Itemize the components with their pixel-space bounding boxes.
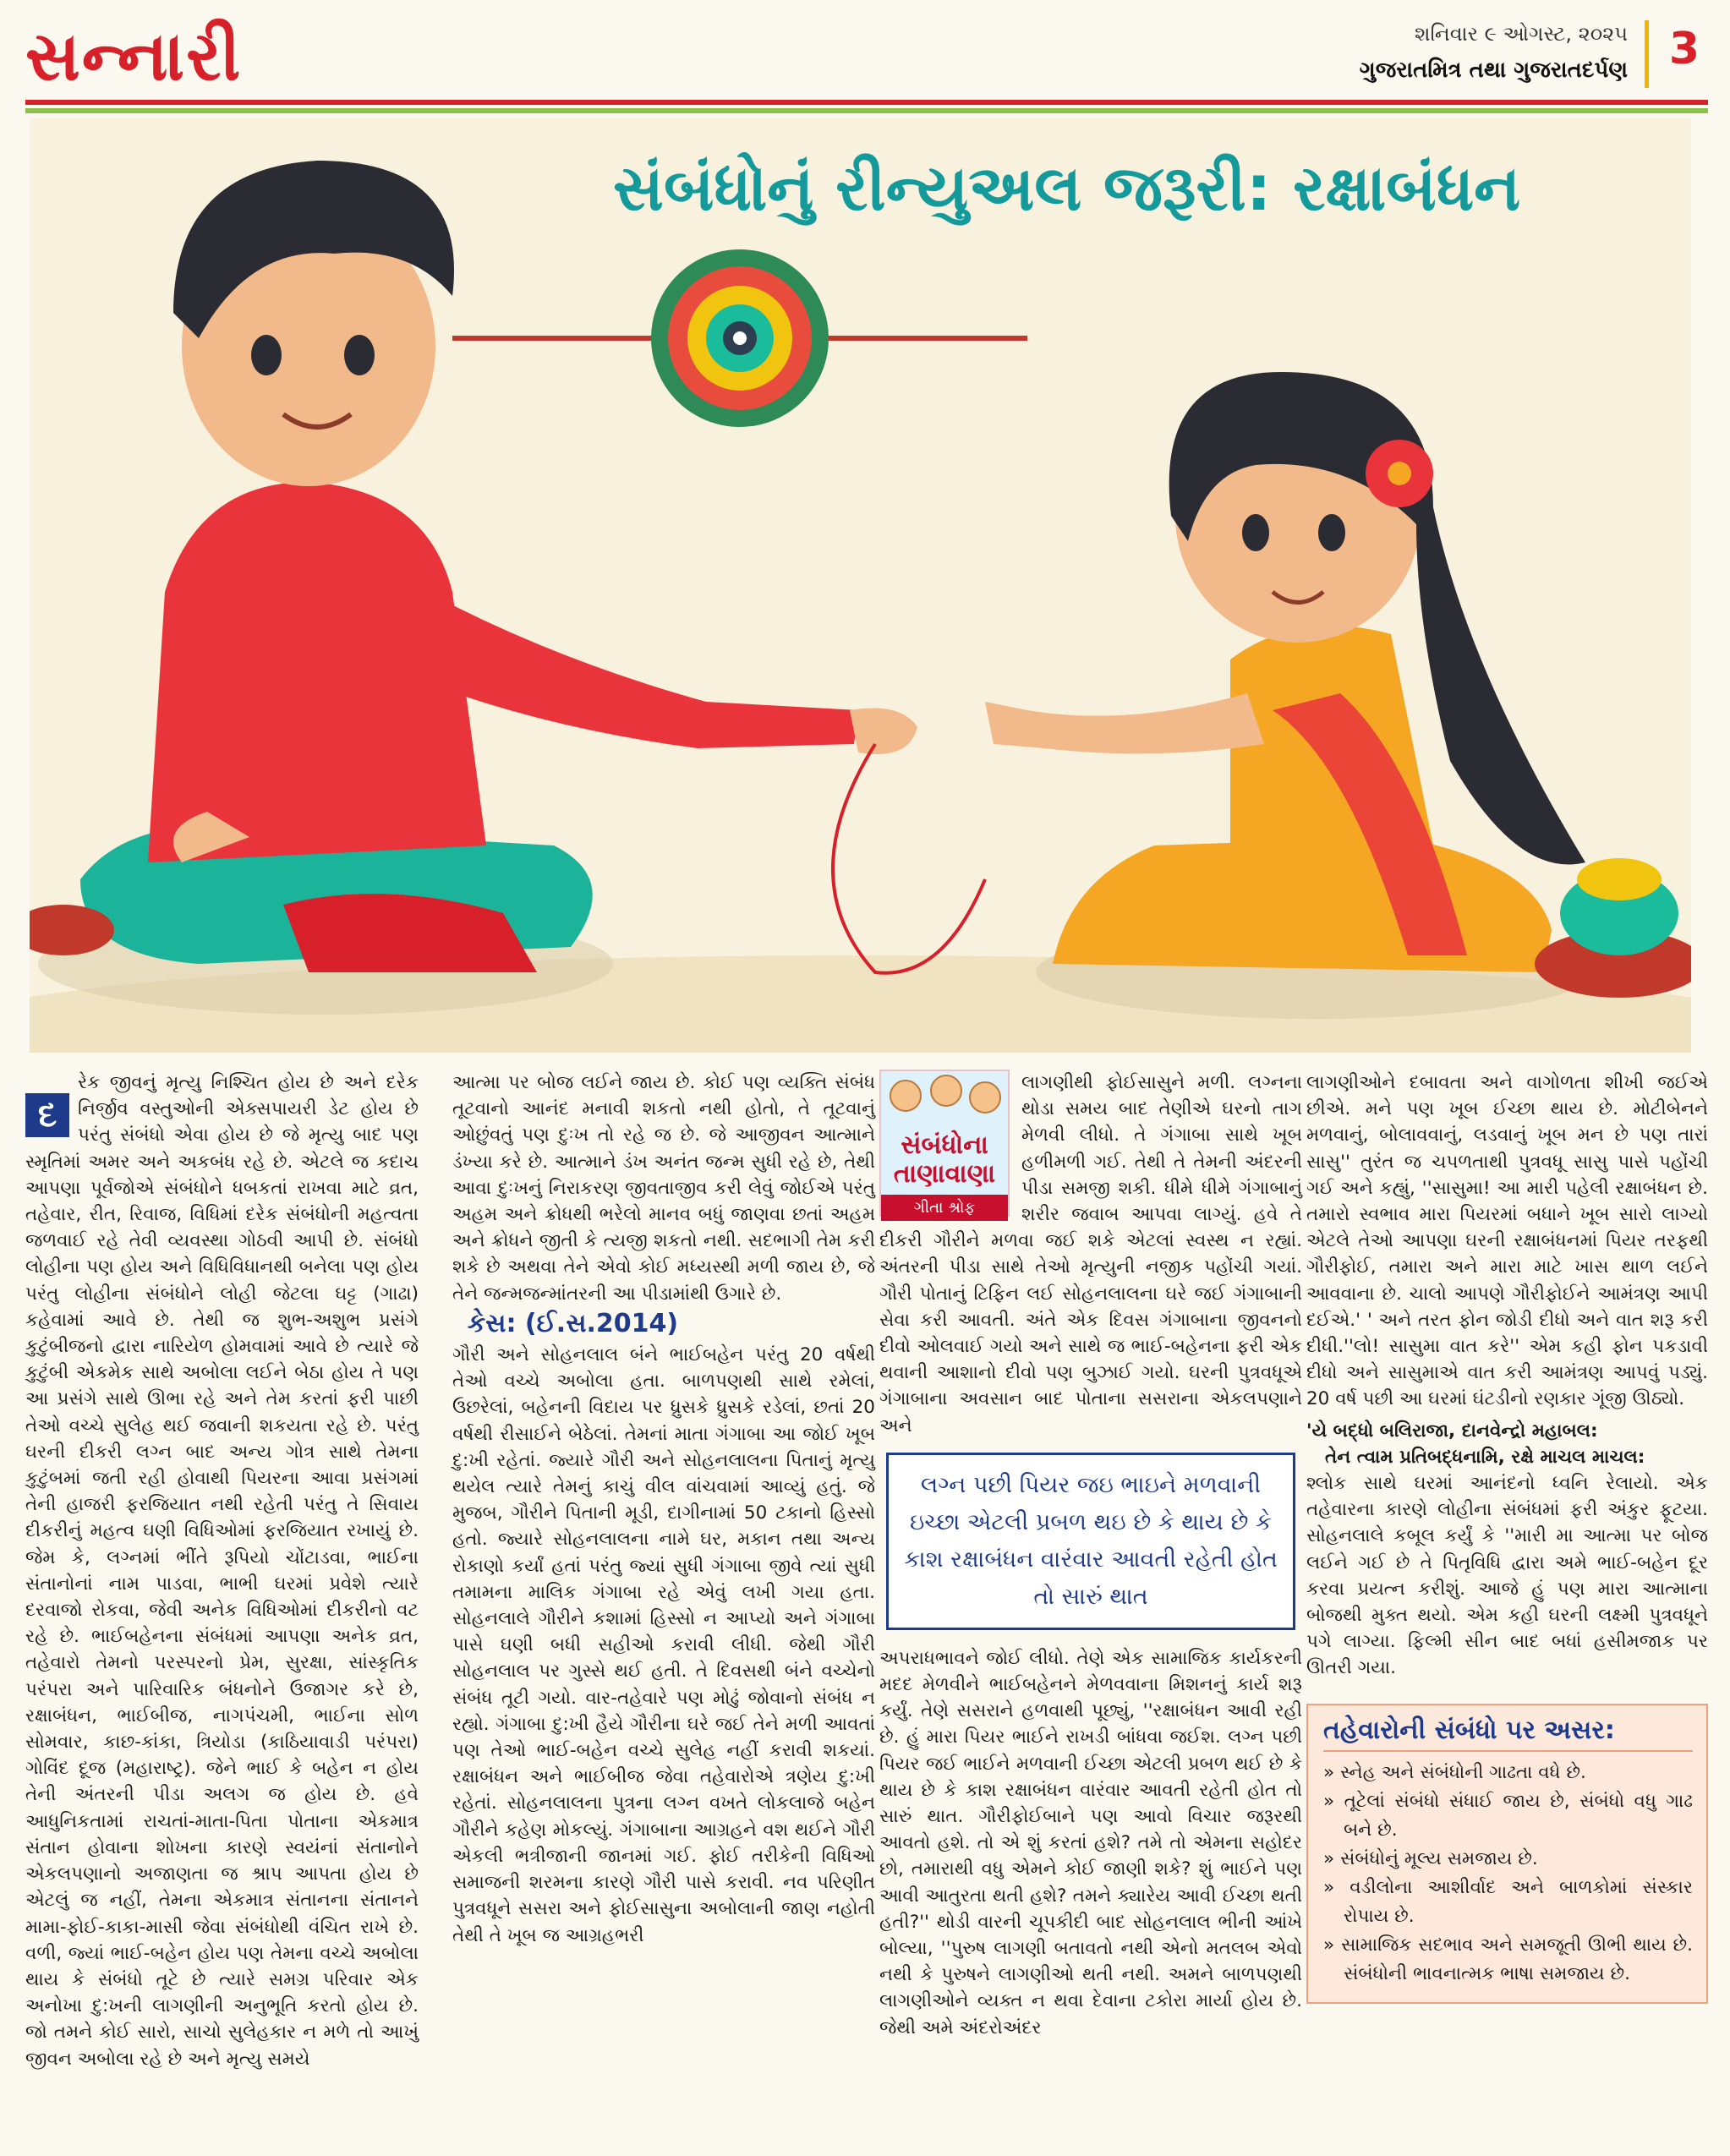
newspaper-name: ગુજરાતમિત્ર તથા ગુજરાતદર્પણ bbox=[1359, 57, 1628, 83]
article-paragraph: રેક જીવનું મૃત્યુ નિશ્ચિત હોય છે અને દરેક નિર્જીવ વસ્તુઓની એક્સપાયરી ડેટ હોય છે પરંતુ સંબંધો એવા હોય છે જે મૃત્યુ બાદ પણ સ્મૃતિમાં અમર અને અકબંધ રહે છે. એટલે જ કદાચ આપણા પૂર્વજોએ સંબંધોને ધબકતાં રાખવા માટે વ્રત, તહેવાર, રીત, રિવાજ, વિધિમાં દરેક સંબંધોની મહત્વતા જળવાઈ રહે તેવી વ્યવસ્થા ગોઠવી આપી છે. સંબંધો લોહીના પણ હોય અને વિધિવિધાનથી બનેલા પણ હોય પરંતુ લોહીના સંબંધોને લોહી જેટલા ઘટ્ટ (ગાઢા) કહેવામાં આવે છે. તેથી જ શુભ-અશુભ પ્રસંગે કુટુંબીજનો દ્વારા નારિયેળ હોમવામાં આવે છે ત્યારે જે કુટુંબી એકમેક સાથે અબોલા લઈને બેઠા હોય તે પણ આ પ્રસંગે સાથે ઊભા રહે અને તેમ કરતાં ફરી પાછી તેઓ વચ્ચે સુલેહ થઈ જવાની શકયતા રહે છે. પરંતુ ઘરની દીકરી લગ્ન બાદ અન્ય ગોત્ર સાથે તેમના કુટુંબમાં જતી રહી હોવાથી પિયરના આવા પ્રસંગમાં તેની હાજરી ફરજિયાત નથી રહેતી પરંતુ તે સિવાય દીકરીનું મહત્વ ઘણી વિધિઓમાં ફરજિયાત રખાયું છે. જેમ કે, લગ્નમાં ભીંતે રૂપિયો ચોંટાડવા, ભાઈના સંતાનોનાં નામ પાડવા, ભાભી ઘરમાં પ્રવેશે ત્યારે દરવાજો રોકવા, જેવી અનેક વિધિઓમાં દીકરીનો વટ રહે છે. ભાઈબહેનના સંબંધમાં આપણા અનેક વ્રત, તહેવારો તેમનો પરસ્પરનો પ્રેમ, સુરક્ષા, સાંસ્કૃતિક પરંપરા અને પારિવારિક બંધનોને ઉજાગર કરે છે, રક્ષાબંધન, ભાઈબીજ, નાગપંચમી, ભાઈના સોળ સોમવાર, કાછ-કાંકા, ત્રિયોડા (કાઠિયાવાડી પરંપરા) ગોવિંદ દૂજ (મહારાષ્ટ્ર). જેને ભાઈ કે બહેન ન હોય તેની અંતરની પીડા અલગ જ હોય છે. હવે આધુનિકતામાં રાચતાં-માતા-પિતા પોતાના એકમાત્ર સંતાન હોવાના શોખના કારણે સ્વયંનાં સંતાનોને એકલપણાનો અજાણતા જ શ્રાપ આપતા હોય છે એટલું જ નહીં, તેમના એકમાત્ર સંતાનના સંતાનને મામા-ફોઈ-કાકા-માસી જેવા સંબંધોથી વંચિત રાખે છે. વળી, જ્યાં ભાઈ-બહેન હોય પણ તેમના વચ્ચે અબોલા થાય કે સંબંધો તૂટે છે ત્યારે સમગ્ર પરિવાર એક અનોખા દુ:ખની લાગણીની અનુભૂતિ કરતો હોય છે. જો તમને કોઈ સારો, સાચો સુલેહકાર ન મળે તો આખું જીવન અબોલા રહે છે અને મૃત્યુ સમયે bbox=[25, 1072, 419, 2070]
sidebox-list bbox=[1323, 1759, 1693, 1989]
rakhi-illustration bbox=[30, 118, 1691, 1053]
page-number: 3 bbox=[1668, 24, 1700, 74]
list-item: » સંબંધોનું મૂલ્ય સમજાય છે. bbox=[1323, 1845, 1693, 1874]
column-author: ગીતા શ્રોફ bbox=[881, 1195, 1008, 1221]
article-paragraph: શ્લોક સાથે ઘરમાં આનંદનો ધ્વનિ રેલાયો. એક તહેવારના કારણે લોહીના સંબંધમાં ફરી અંકુર ફૂટયા. સોહનલાલે કબૂલ કર્યું કે ''મારી મા આત્મા પર બોજ લઈને ગઈ છે તે પિતૃવિધિ દ્વારા અમે ભાઈ-બહેન દૂર કરવા પ્રયત્ન કરીશું. આજે હું પણ મારા આત્માના બોજથી મુક્ત થયો. એમ કહી ઘરની લક્ષ્મી પુત્રવધૂને પગે લાગ્યા. ફિલ્મી સીન બાદ બધાં હસીમજાક પર ઊતરી ગયા. bbox=[1306, 1473, 1708, 1679]
shloka-line: તેન ત્વામ પ્રતિબદ્ધનામિ, રક્ષે માચલ માચલ: bbox=[1325, 1446, 1645, 1468]
article-paragraph: લાગણીઓને દબાવતા અને વાગોળતા શીખી જઈએ છીએ. મને પણ ખૂબ ઈચ્છા થાય છે. મોટીબેનને મળવાનું, બોલાવવાનું, લડવાનું ખૂબ મન છે પણ તારાં સાસુ'' તુરંત જ ચપળતાથી પુત્રવધૂ સાસુ પાસે પહોંચી ગઈ અને કહ્યું, ''સાસુમા! આ મારી પહેલી રક્ષાબંધન છે. તમારો સ્વભાવ મારા પિયરમાં બધાને ખૂબ સારો લાગ્યો એટલે તેઓ આપણા ઘરની રક્ષાબંધનમાં પિયર તરફથી ગૌરીફોઈ, તમારા અને મારા માટે ખાસ થાળ લઈને આવવાના છે. ચાલો આપણે ગૌરીફોઈને આમંત્રણ આપી દઈએ.' ' અને તરત ફોન જોડી દીધો અને વાત શરૂ કરી દીધી.''લો! સાસુમા વાત કરે'' એમ કહી ફોન પકડાવી દીધો અને સાસુમાએ વાત કરી આમંત્રણ આપવું પડ્યું. 20 વર્ષ પછી આ ઘરમાં ઘંટડીનો રણકાર ગૂંજી ઊઠ્યો. bbox=[1306, 1072, 1708, 1410]
article-paragraph: આત્મા પર બોજ લઈને જાય છે. કોઈ પણ વ્યક્તિ સંબંધ તૂટવાનો આનંદ મનાવી શકતો નથી હોતો, તે તૂટવાનું ઓછુંવતું પણ દુઃખ તો રહે જ છે. જે આજીવન આત્માને ડંખ્યા કરે છે. આત્માને ડંખ અનંત જન્મ સુધી રહે છે, તેથી આવા દુઃખનું નિરાકરણ જીવતાજીવ કરી લેવું જોઈએ પરંતુ અહમ અને ક્રોધથી ભરેલો માનવ બધું જાણવા છતાં અહમ અને ક્રોધને જીતી કે ત્યજી શકતો નથી. સદભાગી તેમ કરી શકે છે અથવા તેને એવો કોઈ મધ્યસ્થી મળી જાય છે, જે તેને જન્મજન્માંતરની આ પીડામાંથી ઉગારે છે. bbox=[452, 1072, 875, 1305]
shloka-line: 'યે બદ્ધો બલિરાજા, દાનવેન્દ્રો મહાબલ: bbox=[1306, 1420, 1598, 1442]
column-logo bbox=[879, 1070, 1010, 1217]
article-headline: સંબંધોનું રીન્યુઅલ જરૂરી: રક્ષાબંધન bbox=[613, 152, 1521, 225]
column-logo-title: સંબંધોના bbox=[901, 1130, 988, 1160]
issue-date: શનિવાર ૯ ઓગસ્ટ, ૨૦૨૫ bbox=[1414, 22, 1628, 46]
list-item: » વડીલોના આશીર્વાદ અને બાળકોમાં સંસ્કાર રોપાય છે. bbox=[1323, 1874, 1693, 1931]
dropcap: દ bbox=[25, 1093, 69, 1137]
child-face-icon bbox=[969, 1081, 1001, 1114]
hero-illustration bbox=[30, 118, 1691, 1053]
article-column-3 bbox=[879, 1070, 1302, 2041]
case-heading: કેસ: (ઈ.સ.2014) bbox=[468, 1308, 679, 1338]
article-column-1 bbox=[25, 1070, 419, 2072]
festival-effects-box bbox=[1306, 1704, 1708, 2004]
article-body bbox=[25, 1070, 1708, 2152]
pull-quote: લગ્ન પછી પિયર જઇ ભાઇને મળવાની ઇચ્છા એટલી પ્રબળ થઇ છે કે થાય છે કે કાશ રક્ષાબંધન વારંવાર આવતી રહેતી હોત તો સારું થાત bbox=[886, 1453, 1295, 1630]
child-face-icon bbox=[930, 1075, 962, 1107]
header-divider bbox=[1645, 20, 1649, 88]
article-paragraph: ગૌરી અને સોહનલાલ બંને ભાઈબહેન પરંતુ 20 વર્ષથી તેઓ વચ્ચે અબોલા હતા. બાળપણથી સાથે રમેલાં, ઉછરેલાં, બહેનની વિદાય પર ધ્રુસકે ધ્રુસકે રડેલાં, છતાં 20 વર્ષથી રીસાઈને બેઠેલાં. તેમનાં માતા ગંગાબા આ જોઈ ખૂબ દુ:ખી રહેતાં. જ્યારે ગૌરી અને સોહનલાલના પિતાનું મૃત્યુ થયેલ ત્યારે તેમનું કાચું વીલ વાંચવામાં આવ્યું હતું. જે મુજબ, ગૌરીને પિતાની મૂડી, દાગીનામાં 50 ટકાનો હિસ્સો હતો. જ્યારે સોહનલાલના નામે ઘર, મકાન તથા અન્ય રોકાણો કર્યાં હતાં પરંતુ જ્યાં સુધી ગંગાબા જીવે ત્યાં સુધી તમામના માલિક ગંગાબા રહે એવું લખી ગયા હતા. સોહનલાલે ગૌરીને કશામાં હિસ્સો ન આપ્યો અને ગંગાબા પાસે ઘણી બધી સહીઓ કરાવી લીધી. જેથી ગૌરી સોહનલાલ પર ગુસ્સે થઈ હતી. તે દિવસથી બંને વચ્ચેનો સંબંધ તૂટી ગયો. વાર-તહેવારે પણ મોઢું જોવાનો સંબંધ ન રહ્યો. ગંગાબા દુ:ખી હૈયે ગૌરીના ઘરે જઈ તેને મળી આવતાં પણ તેઓ ભાઈ-બહેન વચ્ચે સુલેહ નહીં કરાવી શકયાં. રક્ષાબંધન અને ભાઈબીજ જેવા તહેવારોએ ત્રણેય દુ:ખી રહેતાં. સોહનલાલના પુત્રના લગ્ન વખતે લોકલાજે બહેન ગૌરીને કહેણ મોકલ્યું. ગંગાબાના આગ્રહને વશ થઈને ગૌરી એકલી ભત્રીજાની જાનમાં ગઈ. ફોઈ તરીકેની વિધિઓ સમાજની શરમના કારણે ગૌરી પાસે કરાવી. નવ પરિણીત પુત્રવધૂને સસરા અને ફોઈસાસુના અબોલાની જાણ નહોતી તેથી તે ખૂબ જ આગ્રહભરી bbox=[452, 1344, 875, 1946]
list-item: » તૂટેલાં સંબંધો સંધાઈ જાય છે, સંબંધો વધુ ગાઢ બને છે. bbox=[1323, 1787, 1693, 1845]
brand-title: સન્નારી bbox=[25, 17, 243, 96]
sidebox-title: તહેવારોની સંબંધો પર અસર: bbox=[1323, 1717, 1693, 1752]
article-column-4 bbox=[1306, 1070, 1708, 2004]
article-paragraph: લાગણીથી ફોઈસાસુને મળી. લગ્નના થોડા સમય બાદ તેણીએ ઘરનો તાગ મેળવી લીધો. તે ગંગાબા સાથે ખૂબ હળીમળી ગઈ. તેથી તે તેમની અંદરની પીડા સમજી શકી. ધીમે ધીમે ગંગાબાનું શરીર જવાબ આપવા લાગ્યું. હવે તે દીકરી ગૌરીને મળવા જઈ શકે એટલાં સ્વસ્થ ન રહ્યાં. અંતરની પીડા સાથે તેઓ મૃત્યુની નજીક પહોંચી ગયાં. ગૌરી પોતાનું ટિફિન લઈ સોહનલાલના ઘરે જઈ ગંગાબાની સેવા કરી આવતી. અંતે એક દિવસ ગંગાબાના જીવનનો દીવો ઓલવાઈ ગયો અને સાથે જ ભાઈ-બહેનના ફરી એક થવાની આશાનો દીવો પણ બુઝાઈ ગયો. ઘરની પુત્રવધૂએ ગંગાબાના અવસાન બાદ પોતાના સસરાના એકલપણાને અને bbox=[879, 1072, 1302, 1436]
article-column-2 bbox=[452, 1070, 875, 1949]
green-rule bbox=[25, 108, 1708, 113]
article-paragraph: અપરાધભાવને જોઈ લીધો. તેણે એક સામાજિક કાર્યકરની મદદ મેળવીને ભાઈબહેનને મેળવવાના મિશનનું કાર્ય શરૂ કર્યું. તેણે સસરાને હળવાથી પૂછ્યું, ''રક્ષાબંધન આવી રહી છે. હું મારા પિયર ભાઈને રાખડી બાંધવા જઈશ. લગ્ન પછી પિયર જઈ ભાઈને મળવાની ઈચ્છા એટલી પ્રબળ થઈ છે કે થાય છે કે કાશ રક્ષાબંધન વારંવાર આવતી રહેતી હોત તો સારું થાત. ગૌરીફોઈબાને પણ આવો વિચાર જરૂરથી આવતો હશે. તો એ શું કરતાં હશે? તમે તો એમના સહોદર છો, તમારાથી વધુ એમને કોઈ જાણી શકે? શું ભાઈને પણ આવી આતુરતા થતી હશે? તમને ક્યારેય આવી ઈચ્છા થતી હતી?'' થોડી વારની ચૂપકીદી બાદ સોહનલાલ ભીની આંખે બોલ્યા, ''પુરુષ લાગણી બતાવતો નથી એનો મતલબ એવો નથી કે પુરુષને લાગણીઓ થતી નથી. અમને બાળપણથી લાગણીઓને વ્યક્ત ન થવા દેવાના ટકોરા માર્યા હોય છે. જેથી અમે અંદરોઅંદર bbox=[879, 1647, 1302, 2038]
column-logo-title: તાણાવાણા bbox=[893, 1159, 996, 1189]
list-item: » સામાજિક સદભાવ અને સમજૂતી ઊભી થાય છે. સંબંધોની ભાવનાત્મક ભાષા સમજાય છે. bbox=[1323, 1931, 1693, 1989]
red-rule bbox=[25, 100, 1708, 105]
masthead bbox=[25, 17, 1708, 101]
child-face-icon bbox=[890, 1080, 922, 1112]
list-item: » સ્નેહ અને સંબંધોની ગાઢતા વધે છે. bbox=[1323, 1759, 1693, 1787]
